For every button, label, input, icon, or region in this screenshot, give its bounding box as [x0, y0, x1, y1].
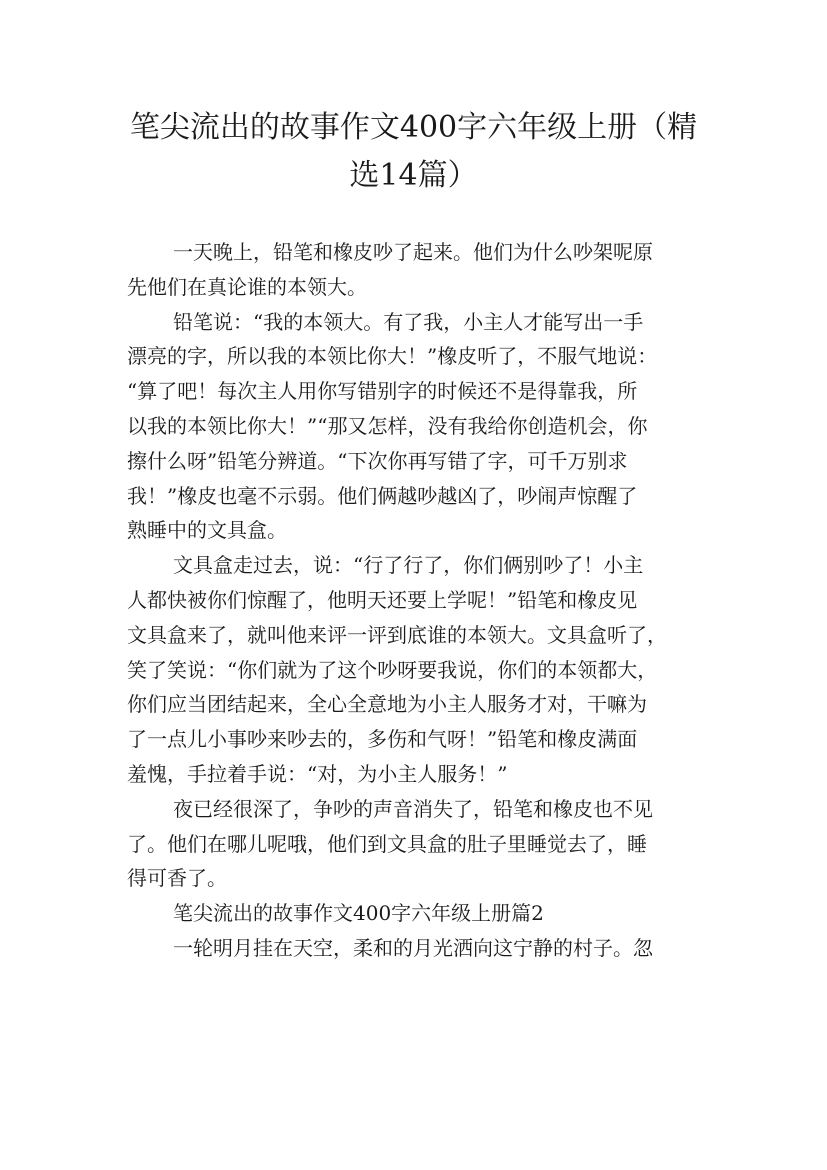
text-line: 了一点儿小事吵来吵去的，多伤和气呀！”铅笔和橡皮满面 [127, 727, 638, 752]
text-line: “算了吧！每次主人用你写错别字的时候还不是得靠我，所 [127, 379, 638, 404]
text-line: 了。他们在哪儿呢哦，他们到文具盒的肚子里睡觉去了，睡 [127, 831, 647, 856]
text-line: 擦什么呀”铅笔分辨道。“下次你再写错了字，可千万别求 [127, 448, 628, 473]
text-line: 笔尖流出的故事作文400字六年级上册篇2 [173, 901, 544, 926]
text-line: 文具盒走过去，说：“行了行了，你们俩别吵了！小主 [173, 553, 644, 578]
title-line: 选14篇） [349, 158, 478, 193]
text-line: 笑了笑说：“你们就为了这个吵呀要我说，你们的本领都大， [127, 657, 658, 682]
text-line: 漂亮的字，所以我的本领比你大！”橡皮听了，不服气地说： [127, 344, 658, 369]
text-line: 一天晚上，铅笔和橡皮吵了起来。他们为什么吵架呢原 [173, 240, 653, 264]
document-title [100, 104, 727, 200]
text-line: 一轮明月挂在天空，柔和的月光洒向这宁静的村子。忽 [173, 936, 653, 960]
text-line: 我！”橡皮也毫不示弱。他们俩越吵越凶了，吵闹声惊醒了 [127, 483, 638, 508]
text-line: 以我的本领比你大！”“那又怎样，没有我给你创造机会，你 [127, 414, 648, 438]
text-line: 先他们在真论谁的本领大。 [127, 274, 367, 299]
text-line: 文具盒来了，就叫他来评一评到底谁的本领大。文具盒听了， [127, 622, 667, 647]
text-line: 人都快被你们惊醒了，他明天还要上学呢！”铅笔和橡皮见 [127, 588, 638, 612]
text-line: 夜已经很深了，争吵的声音消失了，铅笔和橡皮也不见 [173, 796, 653, 821]
text-line: 得可香了。 [127, 866, 227, 891]
text-line: 熟睡中的文具盒。 [127, 518, 287, 543]
text-line: 羞愧，手拉着手说：“对，为小主人服务！” [127, 762, 508, 786]
title-line: 笔尖流出的故事作文400字六年级上册（精 [129, 110, 698, 145]
text-line: 铅笔说：“我的本领大。有了我，小主人才能写出一手 [173, 309, 644, 334]
text-line: 你们应当团结起来，全心全意地为小主人服务才对，干嘛为 [127, 692, 647, 717]
